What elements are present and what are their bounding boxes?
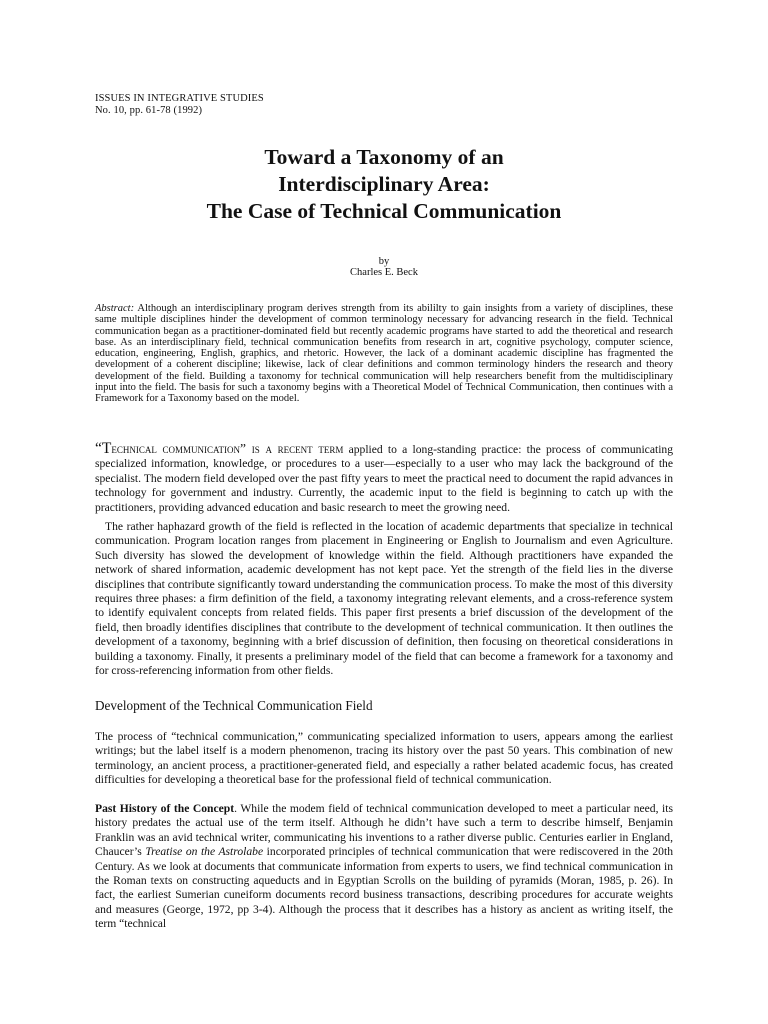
section-paragraph-2 <box>95 802 673 932</box>
byline-by: by <box>378 256 390 267</box>
section-paragraph-1: The process of “technical communication,” communicating specialized information to users, appears among the earliest writings; but the label itself is a modern phenomenon, tracing its history over the past 50 years. This combination of new terminology, an ancient process, a practitioner-generated field, and especially a rather belated academic focus, has created difficulties for developing a theoretical base for the professional field of technical communication. <box>95 730 673 787</box>
book-title-italic: Treatise on the Astrolabe <box>145 845 264 859</box>
abstract <box>95 303 673 405</box>
intro-paragraph-2: The rather haphazard growth of the field is reflected in the location of academic departments that specialize in technical communication. Program location ranges from placement in Engineering or English to Journalism and even Agriculture. Such diversity has slowed the development of knowledge within the field. Although practitioners have expanded the network of shared information, academic development has not kept pace. Yet the strength of the field lies in the diverse disciplines that contribute significantly toward understanding the communication process. To make the most of this diversity requires three phases: a firm definition of the field, a taxonomy integrating relevant elements, and a cross-reference system to identify equivalent concepts from related fields. This paper first presents a brief discussion of the development of the field, then broadly identifies disciplines that contribute to the development of technical communication. It then outlines the development of a taxonomy, beginning with a brief discussion of definition, then focusing on theoretical considerations in building a taxonomy. Finally, it presents a preliminary model of the field that can become a framework for a taxonomy and for cross-referencing information from other fields. <box>95 520 673 678</box>
abstract-label: Abstract: <box>95 303 135 314</box>
lead-small-caps: echnical communication” is a recent term <box>111 441 344 456</box>
byline <box>0 256 768 278</box>
title-line-2: Interdisciplinary Area: <box>278 172 490 196</box>
journal-header <box>95 93 264 116</box>
runin-heading: Past History of the Concept <box>95 802 235 815</box>
paragraph-text-b: incorporated principles of technical communication that were rediscovered in the 20th Century. As we look at documents that communicate information from experts to users, we find technical communication in the Roman texts on constructing aqueducts and in Egyptian Scrolls on the building of pyramids (Moran, 1985, p. 26). In fact, the earliest Sumerian cuneiform documents record business transactions, describing procedures for accurate weights and measures (George, 1972, pp 3-4). Although the process that it describes has a history as ancient as writing itself, the term “technical <box>95 845 673 931</box>
journal-name: ISSUES IN INTEGRATIVE STUDIES <box>95 93 264 104</box>
title-line-1: Toward a Taxonomy of an <box>264 145 504 169</box>
abstract-text: Although an interdisciplinary program derives strength from its abililty to gain insights from a variety of disciplines, these same multiple disciplines hinder the development of common terminology necessary for advancing research in the field. Technical communication began as a practitioner-dominated field but recently academic programs have started to add the theoretical and research base. As an interdisciplinary field, technical communication benefits from research in art, cognitive psychology, computer science, education, engineering, English, graphics, and rhetoric. However, the lack of a dominant academic discipline has fragmented the development of a coherent discipline; likewise, lack of clear definitions and common terminology hinders the research and theory development of the field. Building a taxonomy for technical communication will help researchers benefit from the multidisciplinary input into the field. The basis for such a taxonomy begins with a Theoretical Model of Technical Communication, then continues with a Framework for a Taxonomy based on the model. <box>95 303 673 405</box>
title-line-3: The Case of Technical Communication <box>206 199 562 223</box>
section-heading: Development of the Technical Communication Field <box>95 698 373 713</box>
author-name: Charles E. Beck <box>350 267 418 278</box>
intro-paragraph-1 <box>95 442 673 515</box>
article-title <box>0 144 768 225</box>
intro-paragraph-1-text: applied to a long-standing practice: the process of communicating specialized information, knowledge, or procedures to a user—especially to a user who may lack the background of the specialist. The modern field developed over the past fifty years to meet the practical need to document the rapid advances in technology for government and industry. Currently, the academic input to the field is beginning to catch up with the practitioners, providing advanced education and basic research to meet the growing need. <box>95 443 674 514</box>
lead-drop-letters: “T <box>95 440 112 457</box>
paragraph-text-a: . While the modem field of technical communication developed to meet a particular need, its history predates the actual use of the term itself. Although he didn’t have such a term to describe himself, Benjamin Franklin was an avid technical writer, communicating his inventions to a rather diverse public. Centuries earlier in England, Chaucer’s <box>95 802 673 859</box>
journal-issue: No. 10, pp. 61-78 (1992) <box>95 104 203 116</box>
